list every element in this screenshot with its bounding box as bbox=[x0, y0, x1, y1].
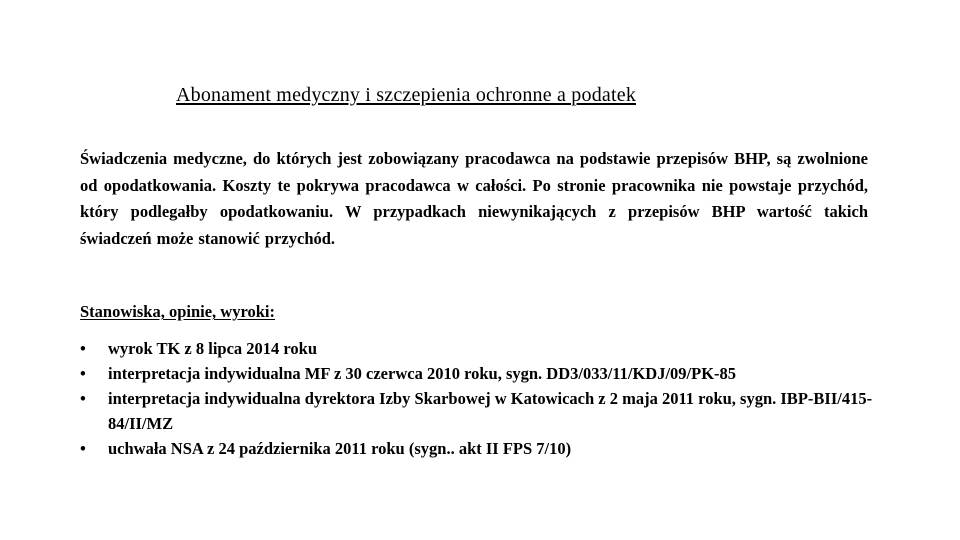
slide-title: Abonament medyczny i szczepienia ochronne a podatek bbox=[176, 84, 637, 106]
list-item bbox=[80, 361, 880, 386]
list-item bbox=[80, 386, 880, 436]
references-list bbox=[80, 336, 880, 461]
bullet-icon: • bbox=[80, 439, 86, 458]
reference-text: interpretacja indywidualna dyrektora Izby Skarbowej w Katowicach z 2 maja 2011 roku, sygn. IBP-BII/415-84/II/MZ bbox=[108, 389, 873, 433]
reference-text: wyrok TK z 8 lipca 2014 roku bbox=[108, 339, 318, 358]
list-item bbox=[80, 336, 880, 361]
bullet-icon: • bbox=[80, 364, 86, 383]
bullet-icon: • bbox=[80, 389, 86, 408]
section-heading: Stanowiska, opinie, wyroki: bbox=[80, 302, 275, 321]
reference-text: interpretacja indywidualna MF z 30 czerwca 2010 roku, sygn. DD3/033/11/KDJ/09/PK-85 bbox=[108, 364, 737, 383]
body-paragraph: Świadczenia medyczne, do których jest zobowiązany pracodawca na podstawie przepisów BHP, są zwolnione od opodatkowania. Koszty te pokrywa pracodawca w całości. Po stronie pracownika nie powstaje przychód, który podlegałby opodatkowaniu. W przypadkach niewynikających z przepisów BHP wartość takich świadczeń może stanowić przychód. bbox=[80, 149, 868, 248]
reference-text: uchwała NSA z 24 października 2011 roku (sygn.. akt II FPS 7/10) bbox=[108, 439, 572, 458]
list-item bbox=[80, 436, 880, 461]
bullet-icon: • bbox=[80, 339, 86, 358]
